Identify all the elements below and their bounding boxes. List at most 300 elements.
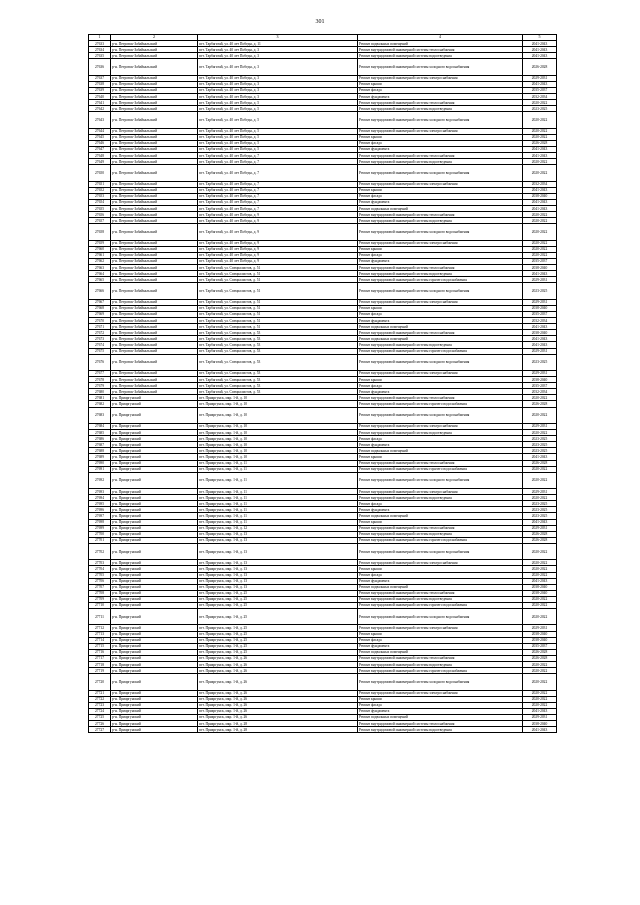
row-number-cell: 27673	[89, 336, 111, 342]
work-type-cell: Ремонт фасада	[358, 311, 523, 317]
row-number-cell: 27711	[89, 609, 111, 625]
address-cell: пгт. Тарбагатай, ул. Специалистов, д. 53	[198, 342, 358, 348]
address-cell: пгт. Тарбагатай, ул. Специалистов, д. 53	[198, 336, 358, 342]
table-row	[89, 609, 557, 625]
district-cell: р-н. Приаргунский	[111, 436, 198, 442]
period-cell: 2041-2043	[523, 41, 557, 47]
district-cell: р-н. Петровск-Забайкальский	[111, 159, 198, 165]
district-cell: р-н. Петровск-Забайкальский	[111, 187, 198, 193]
period-cell: 2038-2040	[523, 590, 557, 596]
district-cell: р-н. Приаргунский	[111, 668, 198, 674]
row-number-cell: 27703	[89, 560, 111, 566]
period-cell: 2029-2031	[523, 423, 557, 429]
work-type-cell: Ремонт внутридомовой инженерной системы теплоснабжения	[358, 212, 523, 218]
district-cell: р-н. Петровск-Забайкальский	[111, 277, 198, 283]
row-number-cell: 27699	[89, 525, 111, 531]
address-cell: пгт. Приаргунск, мкр. 1-й, д. 13	[198, 572, 358, 578]
work-type-cell: Ремонт внутридомовой инженерной системы холодного водоснабжения	[358, 543, 523, 559]
row-number-cell: 27679	[89, 383, 111, 389]
row-number-cell: 27650	[89, 165, 111, 181]
district-cell: р-н. Приаргунский	[111, 702, 198, 708]
address-cell: пгт. Тарбагатай, ул. Специалистов, д. 53	[198, 383, 358, 389]
district-cell: р-н. Петровск-Забайкальский	[111, 240, 198, 246]
district-cell: р-н. Петровск-Забайкальский	[111, 193, 198, 199]
period-cell: 2020-2022	[523, 696, 557, 702]
work-type-cell: Ремонт фасада	[358, 193, 523, 199]
work-type-cell: Ремонт подвальных помещений	[358, 448, 523, 454]
period-cell: 2029-2031	[523, 75, 557, 81]
address-cell: пгт. Приаргунск, мкр. 1-й, д. 26	[198, 714, 358, 720]
work-type-cell: Ремонт внутридомовой инженерной системы водоотведения	[358, 53, 523, 59]
district-cell: р-н. Петровск-Забайкальский	[111, 265, 198, 271]
address-cell: пгт. Тарбагатай, ул. 40 лет Победы, д. 5	[198, 100, 358, 106]
address-cell: пгт. Тарбагатай, ул. 40 лет Победы, д. 7	[198, 181, 358, 187]
row-number-cell: 27657	[89, 218, 111, 224]
address-cell: пгт. Тарбагатай, ул. 40 лет Победы, д. 9	[198, 246, 358, 252]
period-cell: 2020-2022	[523, 596, 557, 602]
table-row	[89, 407, 557, 423]
district-cell: р-н. Петровск-Забайкальский	[111, 128, 198, 134]
row-number-cell: 27705	[89, 572, 111, 578]
district-cell: р-н. Приаргунский	[111, 662, 198, 668]
address-cell: пгт. Тарбагатай, ул. 40 лет Победы, д. 3	[198, 87, 358, 93]
district-cell: р-н. Петровск-Забайкальский	[111, 324, 198, 330]
address-cell: пгт. Тарбагатай, ул. Специалистов, д. 51	[198, 271, 358, 277]
district-cell: р-н. Петровск-Забайкальский	[111, 305, 198, 311]
district-cell: р-н. Приаргунский	[111, 460, 198, 466]
work-type-cell: Ремонт фасада	[358, 140, 523, 146]
address-cell: пгт. Приаргунск, мкр. 1-й, д. 25	[198, 596, 358, 602]
period-cell: 2020-2022	[523, 128, 557, 134]
period-cell: 2041-2043	[523, 708, 557, 714]
row-number-cell: 27708	[89, 590, 111, 596]
address-cell: пгт. Приаргунск, мкр. 1-й, д. 13	[198, 566, 358, 572]
table-row	[89, 59, 557, 75]
district-cell: р-н. Петровск-Забайкальский	[111, 53, 198, 59]
district-cell: р-н. Петровск-Забайкальский	[111, 47, 198, 53]
work-type-cell: Ремонт внутридомовой инженерной системы водоотведения	[358, 596, 523, 602]
district-cell: р-н. Петровск-Забайкальский	[111, 259, 198, 265]
row-number-cell: 27726	[89, 721, 111, 727]
period-cell: 2020-2022	[523, 566, 557, 572]
district-cell: р-н. Приаргунский	[111, 584, 198, 590]
district-cell: р-н. Приаргунский	[111, 543, 198, 559]
row-number-cell: 27698	[89, 519, 111, 525]
work-type-cell: Ремонт внутридомовой инженерной системы горячего водоснабжения	[358, 277, 523, 283]
address-cell: пгт. Приаргунск, мкр. 1-й, д. 25	[198, 602, 358, 608]
row-number-cell: 27661	[89, 252, 111, 258]
district-cell: р-н. Петровск-Забайкальский	[111, 389, 198, 395]
period-cell: 2029-2031	[523, 371, 557, 377]
address-cell: пгт. Тарбагатай, ул. 40 лет Победы, д. 5	[198, 147, 358, 153]
row-number-cell: 27638	[89, 81, 111, 87]
work-type-cell: Ремонт крыши	[358, 81, 523, 87]
period-cell: 2038-2040	[523, 305, 557, 311]
period-cell: 2020-2022	[523, 212, 557, 218]
work-type-cell: Ремонт фундамента	[358, 94, 523, 100]
row-number-cell: 27716	[89, 649, 111, 655]
address-cell: пгт. Тарбагатай, ул. Специалистов, д. 51	[198, 305, 358, 311]
district-cell: р-н. Петровск-Забайкальский	[111, 206, 198, 212]
address-cell: пгт. Приаргунск, мкр. 1-й, д. 11	[198, 513, 358, 519]
row-number-cell: 27722	[89, 696, 111, 702]
row-number-cell: 27669	[89, 311, 111, 317]
address-cell: пгт. Тарбагатай, ул. 40 лет Победы, д. 7	[198, 187, 358, 193]
period-cell: 2032-2034	[523, 94, 557, 100]
period-cell: 2020-2022	[523, 252, 557, 258]
district-cell: р-н. Петровск-Забайкальский	[111, 94, 198, 100]
row-number-cell: 27659	[89, 240, 111, 246]
row-number-cell: 27720	[89, 674, 111, 690]
row-number-cell: 27687	[89, 442, 111, 448]
period-cell: 2026-2028	[523, 531, 557, 537]
work-type-cell: Ремонт внутридомовой инженерной системы электроснабжения	[358, 690, 523, 696]
period-cell: 2023-2025	[523, 501, 557, 507]
row-number-cell: 27633	[89, 41, 111, 47]
work-type-cell: Ремонт фундамента	[358, 442, 523, 448]
work-type-cell: Ремонт внутридомовой инженерной системы водоотведения	[358, 159, 523, 165]
row-number-cell: 27655	[89, 206, 111, 212]
district-cell: р-н. Петровск-Забайкальский	[111, 283, 198, 299]
work-type-cell: Ремонт внутридомовой инженерной системы водоотведения	[358, 271, 523, 277]
address-cell: пгт. Тарбагатай, ул. 40 лет Победы, д. 5	[198, 106, 358, 112]
work-type-cell: Ремонт внутридомовой инженерной системы электроснабжения	[358, 181, 523, 187]
district-cell: р-н. Приаргунский	[111, 590, 198, 596]
district-cell: р-н. Петровск-Забайкальский	[111, 81, 198, 87]
row-number-cell: 27660	[89, 246, 111, 252]
period-cell: 2020-2022	[523, 572, 557, 578]
period-cell: 2020-2022	[523, 690, 557, 696]
work-type-cell: Ремонт внутридомовой инженерной системы теплоснабжения	[358, 47, 523, 53]
row-number-cell: 27671	[89, 324, 111, 330]
address-cell: пгт. Приаргунск, мкр. 1-й, д. 10	[198, 430, 358, 436]
period-cell: 2029-2031	[523, 525, 557, 531]
address-cell: пгт. Приаргунск, мкр. 1-й, д. 11	[198, 466, 358, 472]
address-cell: пгт. Приаргунск, мкр. 1-й, д. 28	[198, 727, 358, 733]
work-type-cell: Ремонт внутридомовой инженерной системы теплоснабжения	[358, 395, 523, 401]
work-type-cell: Ремонт внутридомовой инженерной системы электроснабжения	[358, 560, 523, 566]
work-type-cell: Ремонт внутридомовой инженерной системы водоотведения	[358, 342, 523, 348]
district-cell: р-н. Приаргунский	[111, 495, 198, 501]
work-type-cell: Ремонт внутридомовой инженерной системы теплоснабжения	[358, 100, 523, 106]
address-cell: пгт. Тарбагатай, ул. Специалистов, д. 51	[198, 283, 358, 299]
district-cell: р-н. Приаргунский	[111, 714, 198, 720]
address-cell: пгт. Приаргунск, мкр. 1-й, д. 10	[198, 442, 358, 448]
address-cell: пгт. Тарбагатай, ул. 40 лет Победы, д. 9	[198, 240, 358, 246]
district-cell: р-н. Петровск-Забайкальский	[111, 87, 198, 93]
address-cell: пгт. Приаргунск, мкр. 1-й, д. 10	[198, 407, 358, 423]
work-type-cell: Ремонт внутридомовой инженерной системы электроснабжения	[358, 128, 523, 134]
row-number-cell: 27644	[89, 128, 111, 134]
work-type-cell: Ремонт подвальных помещений	[358, 649, 523, 655]
work-type-cell: Ремонт внутридомовой инженерной системы теплоснабжения	[358, 330, 523, 336]
address-cell: пгт. Приаргунск, мкр. 1-й, д. 25	[198, 609, 358, 625]
address-cell: пгт. Тарбагатай, ул. Специалистов, д. 51	[198, 277, 358, 283]
work-type-cell: Ремонт крыши	[358, 454, 523, 460]
address-cell: пгт. Приаргунск, мкр. 1-й, д. 13	[198, 537, 358, 543]
row-number-cell: 27707	[89, 584, 111, 590]
row-number-cell: 27639	[89, 87, 111, 93]
work-type-cell: Ремонт фундамента	[358, 389, 523, 395]
district-cell: р-н. Петровск-Забайкальский	[111, 371, 198, 377]
work-type-cell: Ремонт подвальных помещений	[358, 41, 523, 47]
row-number-cell: 27645	[89, 134, 111, 140]
work-type-cell: Ремонт фундамента	[358, 199, 523, 205]
work-type-cell: Ремонт внутридомовой инженерной системы электроснабжения	[358, 299, 523, 305]
period-cell: 2038-2040	[523, 377, 557, 383]
district-cell: р-н. Петровск-Забайкальский	[111, 318, 198, 324]
work-type-cell: Ремонт крыши	[358, 377, 523, 383]
table-row	[89, 727, 557, 733]
period-cell: 2041-2043	[523, 727, 557, 733]
row-number-cell: 27651	[89, 181, 111, 187]
row-number-cell: 27678	[89, 377, 111, 383]
period-cell: 2023-2025	[523, 448, 557, 454]
row-number-cell: 27694	[89, 495, 111, 501]
district-cell: р-н. Петровск-Забайкальский	[111, 140, 198, 146]
district-cell: р-н. Приаргунский	[111, 631, 198, 637]
period-cell: 2041-2043	[523, 53, 557, 59]
address-cell: пгт. Приаргунск, мкр. 1-й, д. 13	[198, 578, 358, 584]
work-type-cell: Ремонт внутридомовой инженерной системы горячего водоснабжения	[358, 537, 523, 543]
period-cell: 2023-2025	[523, 507, 557, 513]
address-cell: пгт. Тарбагатай, ул. Специалистов, д. 53	[198, 371, 358, 377]
district-cell: р-н. Петровск-Забайкальский	[111, 75, 198, 81]
district-cell: р-н. Приаргунский	[111, 708, 198, 714]
address-cell: пгт. Приаргунск, мкр. 1-й, д. 26	[198, 702, 358, 708]
address-cell: пгт. Тарбагатай, ул. Специалистов, д. 53	[198, 389, 358, 395]
address-cell: пгт. Тарбагатай, ул. 40 лет Победы, д. 3	[198, 53, 358, 59]
work-type-cell: Ремонт внутридомовой инженерной системы водоотведения	[358, 495, 523, 501]
row-number-cell: 27685	[89, 430, 111, 436]
work-type-cell: Ремонт внутридомовой инженерной системы горячего водоснабжения	[358, 466, 523, 472]
period-cell: 2029-2031	[523, 348, 557, 354]
work-type-cell: Ремонт внутридомовой инженерной системы электроснабжения	[358, 75, 523, 81]
period-cell: 2020-2022	[523, 159, 557, 165]
row-number-cell: 27715	[89, 643, 111, 649]
work-type-cell: Ремонт внутридомовой инженерной системы водоотведения	[358, 531, 523, 537]
period-cell: 2032-2034	[523, 318, 557, 324]
table-row	[89, 543, 557, 559]
address-cell: пгт. Тарбагатай, ул. Специалистов, д. 53	[198, 354, 358, 370]
row-number-cell: 27668	[89, 305, 111, 311]
work-type-cell: Ремонт фундамента	[358, 578, 523, 584]
row-number-cell: 27681	[89, 395, 111, 401]
row-number-cell: 27656	[89, 212, 111, 218]
period-cell: 2026-2028	[523, 537, 557, 543]
district-cell: р-н. Петровск-Забайкальский	[111, 106, 198, 112]
period-cell: 2032-2034	[523, 389, 557, 395]
work-type-cell: Ремонт фасада	[358, 252, 523, 258]
address-cell: пгт. Приаргунск, мкр. 1-й, д. 26	[198, 690, 358, 696]
district-cell: р-н. Петровск-Забайкальский	[111, 252, 198, 258]
repair-schedule-table	[88, 34, 557, 733]
period-cell: 2035-2037	[523, 259, 557, 265]
district-cell: р-н. Петровск-Забайкальский	[111, 59, 198, 75]
period-cell: 2023-2025	[523, 513, 557, 519]
work-type-cell: Ремонт внутридомовой инженерной системы горячего водоснабжения	[358, 348, 523, 354]
row-number-cell: 27727	[89, 727, 111, 733]
address-cell: пгт. Приаргунск, мкр. 1-й, д. 11	[198, 489, 358, 495]
table-row	[89, 472, 557, 488]
work-type-cell: Ремонт внутридомовой инженерной системы теплоснабжения	[358, 265, 523, 271]
district-cell: р-н. Петровск-Забайкальский	[111, 336, 198, 342]
row-number-cell: 27642	[89, 106, 111, 112]
district-cell: р-н. Приаргунский	[111, 637, 198, 643]
district-cell: р-н. Приаргунский	[111, 395, 198, 401]
work-type-cell: Ремонт внутридомовой инженерной системы холодного водоснабжения	[358, 407, 523, 423]
address-cell: пгт. Тарбагатай, ул. Специалистов, д. 53	[198, 330, 358, 336]
column-number: 2	[111, 35, 198, 41]
table-row	[89, 283, 557, 299]
period-cell: 2020-2022	[523, 240, 557, 246]
row-number-cell: 27712	[89, 625, 111, 631]
row-number-cell: 27706	[89, 578, 111, 584]
period-cell: 2029-2031	[523, 277, 557, 283]
period-cell: 2020-2022	[523, 218, 557, 224]
row-number-cell: 27643	[89, 112, 111, 128]
address-cell: пгт. Приаргунск, мкр. 1-й, д. 26	[198, 708, 358, 714]
address-cell: пгт. Тарбагатай, ул. 40 лет Победы, д. 5	[198, 134, 358, 140]
address-cell: пгт. Тарбагатай, ул. 40 лет Победы, д. 7	[198, 165, 358, 181]
work-type-cell: Ремонт внутридомовой инженерной системы электроснабжения	[358, 625, 523, 631]
district-cell: р-н. Петровск-Забайкальский	[111, 212, 198, 218]
work-type-cell: Ремонт внутридомовой инженерной системы электроснабжения	[358, 371, 523, 377]
period-cell: 2038-2040	[523, 637, 557, 643]
district-cell: р-н. Приаргунский	[111, 448, 198, 454]
row-number-cell: 27690	[89, 460, 111, 466]
period-cell: 2041-2043	[523, 147, 557, 153]
table-row	[89, 224, 557, 240]
work-type-cell: Ремонт крыши	[358, 305, 523, 311]
address-cell: пгт. Приаргунск, мкр. 1-й, д. 10	[198, 436, 358, 442]
row-number-cell: 27664	[89, 271, 111, 277]
district-cell: р-н. Петровск-Забайкальский	[111, 134, 198, 140]
address-cell: пгт. Тарбагатай, ул. Специалистов, д. 53	[198, 377, 358, 383]
address-cell: пгт. Тарбагатай, ул. 40 лет Победы, д. 5	[198, 140, 358, 146]
address-cell: пгт. Приаргунск, мкр. 1-й, д. 25	[198, 643, 358, 649]
period-cell: 2020-2022	[523, 466, 557, 472]
work-type-cell: Ремонт внутридомовой инженерной системы холодного водоснабжения	[358, 472, 523, 488]
address-cell: пгт. Приаргунск, мкр. 1-й, д. 25	[198, 649, 358, 655]
period-cell: 2026-2028	[523, 460, 557, 466]
district-cell: р-н. Петровск-Забайкальский	[111, 41, 198, 47]
district-cell: р-н. Петровск-Забайкальский	[111, 299, 198, 305]
row-number-cell: 27721	[89, 690, 111, 696]
period-cell: 2020-2022	[523, 395, 557, 401]
address-cell: пгт. Приаргунск, мкр. 1-й, д. 28	[198, 721, 358, 727]
period-cell: 2041-2043	[523, 81, 557, 87]
work-type-cell: Ремонт крыши	[358, 519, 523, 525]
period-cell: 2029-2031	[523, 625, 557, 631]
row-number-cell: 27718	[89, 662, 111, 668]
address-cell: пгт. Тарбагатай, ул. Специалистов, д. 51	[198, 311, 358, 317]
row-number-cell: 27701	[89, 537, 111, 543]
column-number: 1	[89, 35, 111, 41]
address-cell: пгт. Приаргунск, мкр. 1-й, д. 26	[198, 662, 358, 668]
period-cell: 2020-2022	[523, 602, 557, 608]
period-cell: 2023-2025	[523, 283, 557, 299]
address-cell: пгт. Приаргунск, мкр. 1-й, д. 11	[198, 495, 358, 501]
row-number-cell: 27714	[89, 637, 111, 643]
period-cell: 2020-2022	[523, 543, 557, 559]
address-cell: пгт. Тарбагатай, ул. 40 лет Победы, д. 3	[198, 94, 358, 100]
row-number-cell: 27658	[89, 224, 111, 240]
district-cell: р-н. Петровск-Забайкальский	[111, 383, 198, 389]
row-number-cell: 27686	[89, 436, 111, 442]
work-type-cell: Ремонт внутридомовой инженерной системы водоотведения	[358, 662, 523, 668]
work-type-cell: Ремонт внутридомовой инженерной системы теплоснабжения	[358, 590, 523, 596]
district-cell: р-н. Приаргунский	[111, 655, 198, 661]
period-cell: 2035-2037	[523, 311, 557, 317]
period-cell: 2020-2022	[523, 430, 557, 436]
row-number-cell: 27719	[89, 668, 111, 674]
period-cell: 2038-2040	[523, 631, 557, 637]
work-type-cell: Ремонт фундамента	[358, 147, 523, 153]
period-cell: 2020-2022	[523, 224, 557, 240]
row-number-cell: 27725	[89, 714, 111, 720]
row-number-cell: 27646	[89, 140, 111, 146]
period-cell: 2023-2025	[523, 354, 557, 370]
work-type-cell: Ремонт внутридомовой инженерной системы водоотведения	[358, 218, 523, 224]
work-type-cell: Ремонт крыши	[358, 631, 523, 637]
row-number-cell: 27640	[89, 94, 111, 100]
work-type-cell: Ремонт фасада	[358, 637, 523, 643]
district-cell: р-н. Приаргунский	[111, 674, 198, 690]
district-cell: р-н. Приаргунский	[111, 537, 198, 543]
address-cell: пгт. Приаргунск, мкр. 1-й, д. 25	[198, 637, 358, 643]
district-cell: р-н. Петровск-Забайкальский	[111, 377, 198, 383]
period-cell: 2020-2022	[523, 668, 557, 674]
period-cell: 2026-2028	[523, 140, 557, 146]
district-cell: р-н. Приаргунский	[111, 531, 198, 537]
district-cell: р-н. Приаргунский	[111, 507, 198, 513]
work-type-cell: Ремонт подвальных помещений	[358, 513, 523, 519]
row-number-cell: 27663	[89, 265, 111, 271]
district-cell: р-н. Приаргунский	[111, 649, 198, 655]
period-cell: 2035-2037	[523, 87, 557, 93]
address-cell: пгт. Приаргунск, мкр. 1-й, д. 10	[198, 395, 358, 401]
district-cell: р-н. Приаргунский	[111, 625, 198, 631]
period-cell: 2026-2028	[523, 655, 557, 661]
work-type-cell: Ремонт фундамента	[358, 507, 523, 513]
district-cell: р-н. Петровск-Забайкальский	[111, 100, 198, 106]
row-number-cell: 27666	[89, 283, 111, 299]
district-cell: р-н. Приаргунский	[111, 513, 198, 519]
period-cell: 2020-2022	[523, 674, 557, 690]
work-type-cell: Ремонт фасада	[358, 436, 523, 442]
district-cell: р-н. Приаргунский	[111, 489, 198, 495]
period-cell: 2032-2034	[523, 181, 557, 187]
district-cell: р-н. Приаргунский	[111, 690, 198, 696]
work-type-cell: Ремонт внутридомовой инженерной системы холодного водоснабжения	[358, 112, 523, 128]
work-type-cell: Ремонт фундамента	[358, 643, 523, 649]
row-number-cell: 27652	[89, 187, 111, 193]
period-cell: 2026-2028	[523, 649, 557, 655]
row-number-cell: 27696	[89, 507, 111, 513]
address-cell: пгт. Приаргунск, мкр. 1-й, д. 10	[198, 423, 358, 429]
row-number-cell: 27662	[89, 259, 111, 265]
address-cell: пгт. Тарбагатай, ул. 40 лет Победы, д. 3	[198, 59, 358, 75]
address-cell: пгт. Тарбагатай, ул. Специалистов, д. 53	[198, 348, 358, 354]
district-cell: р-н. Приаргунский	[111, 578, 198, 584]
address-cell: пгт. Приаргунск, мкр. 1-й, д. 10	[198, 448, 358, 454]
work-type-cell: Ремонт крыши	[358, 246, 523, 252]
address-cell: пгт. Тарбагатай, ул. 40 лет Победы, д. 7	[198, 199, 358, 205]
work-type-cell: Ремонт внутридомовой инженерной системы холодного водоснабжения	[358, 224, 523, 240]
address-cell: пгт. Тарбагатай, ул. 40 лет Победы, д. 7	[198, 159, 358, 165]
row-number-cell: 27674	[89, 342, 111, 348]
